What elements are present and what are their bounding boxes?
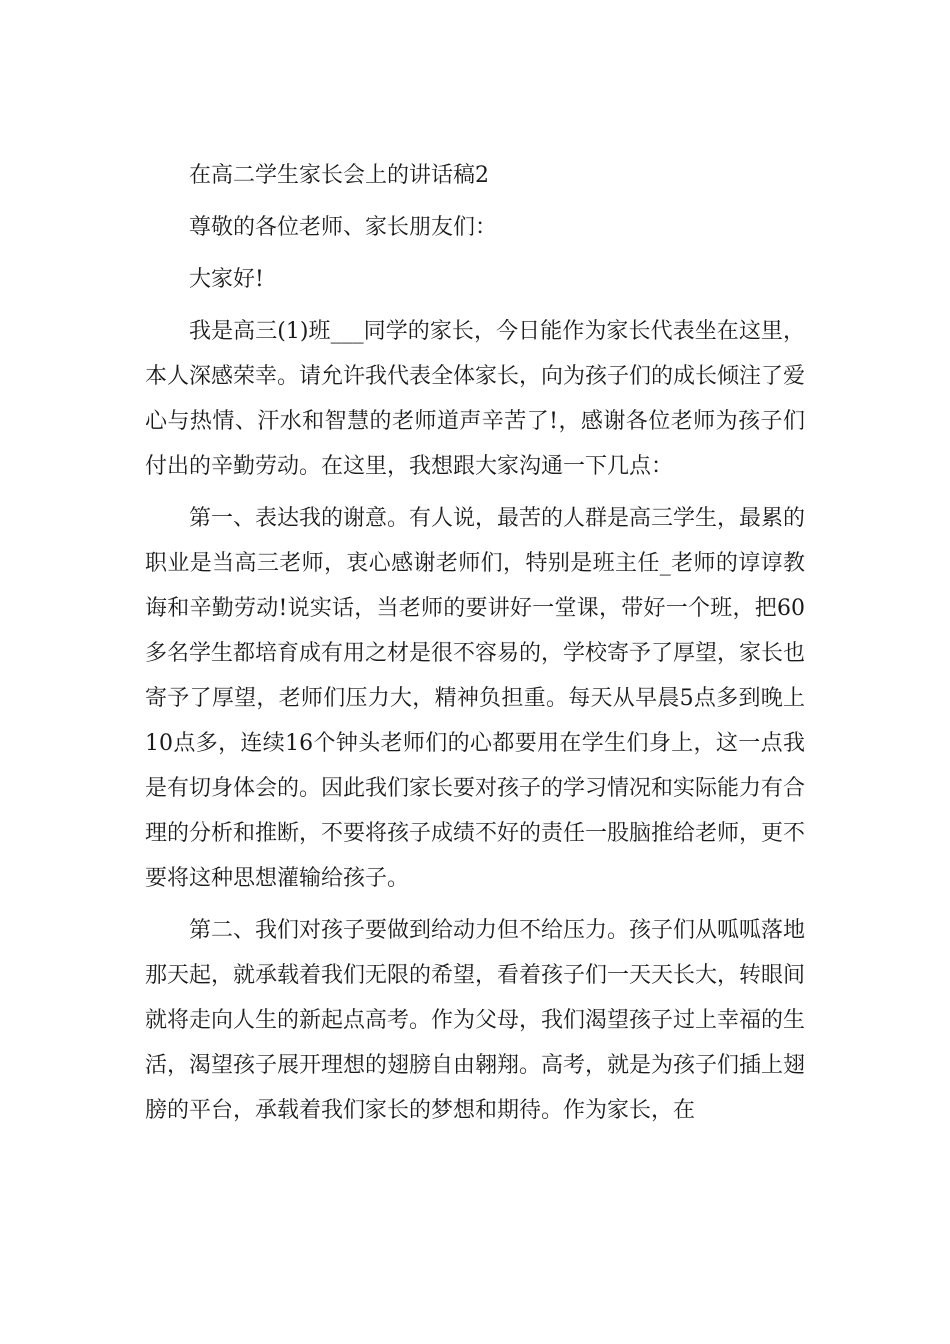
greeting: 大家好!	[189, 267, 264, 292]
document-title: 在高二学生家长会上的讲话稿2	[189, 163, 489, 188]
document-body	[145, 153, 805, 1133]
paragraph-3: 第二、我们对孩子要做到给动力但不给压力。孩子们从呱呱落地那天起，就承载着我们无限的希望，看着孩子们一天天长大，转眼间就将走向人生的新起点高考。作为父母，我们渴望孩子过上幸福的生活，渴望孩子展开理想的翅膀自由翱翔。高考，就是为孩子们插上翅膀的平台，承载着我们家长的梦想和期待。作为家长，在	[145, 918, 806, 1123]
salutation: 尊敬的各位老师、家长朋友们：	[189, 215, 498, 240]
paragraph-2: 第一、表达我的谢意。有人说，最苦的人群是高三学生，最累的职业是当高三老师，衷心感谢老师们，特别是班主任_老师的谆谆教诲和辛勤劳动!说实话，当老师的要讲好一堂课，带好一个班，把60多名学生都培育成有用之材是很不容易的，学校寄予了厚望，家长也寄予了厚望，老师们压力大，精神负担重。每天从早晨5点多到晚上10点多，连续16个钟头老师们的心都要用在学生们身上，这一点我是有切身体会的。因此我们家长要对孩子的学习情况和实际能力有合理的分析和推断，不要将孩子成绩不好的责任一股脑推给老师，更不要将这种思想灌输给孩子。	[145, 506, 806, 891]
paragraph-1: 我是高三(1)班___同学的家长，今日能作为家长代表坐在这里，本人深感荣幸。请允许我代表全体家长，向为孩子们的成长倾注了爱心与热情、汗水和智慧的老师道声辛苦了!，感谢各位老师为孩子们付出的辛勤劳动。在这里，我想跟大家沟通一下几点：	[145, 319, 806, 479]
